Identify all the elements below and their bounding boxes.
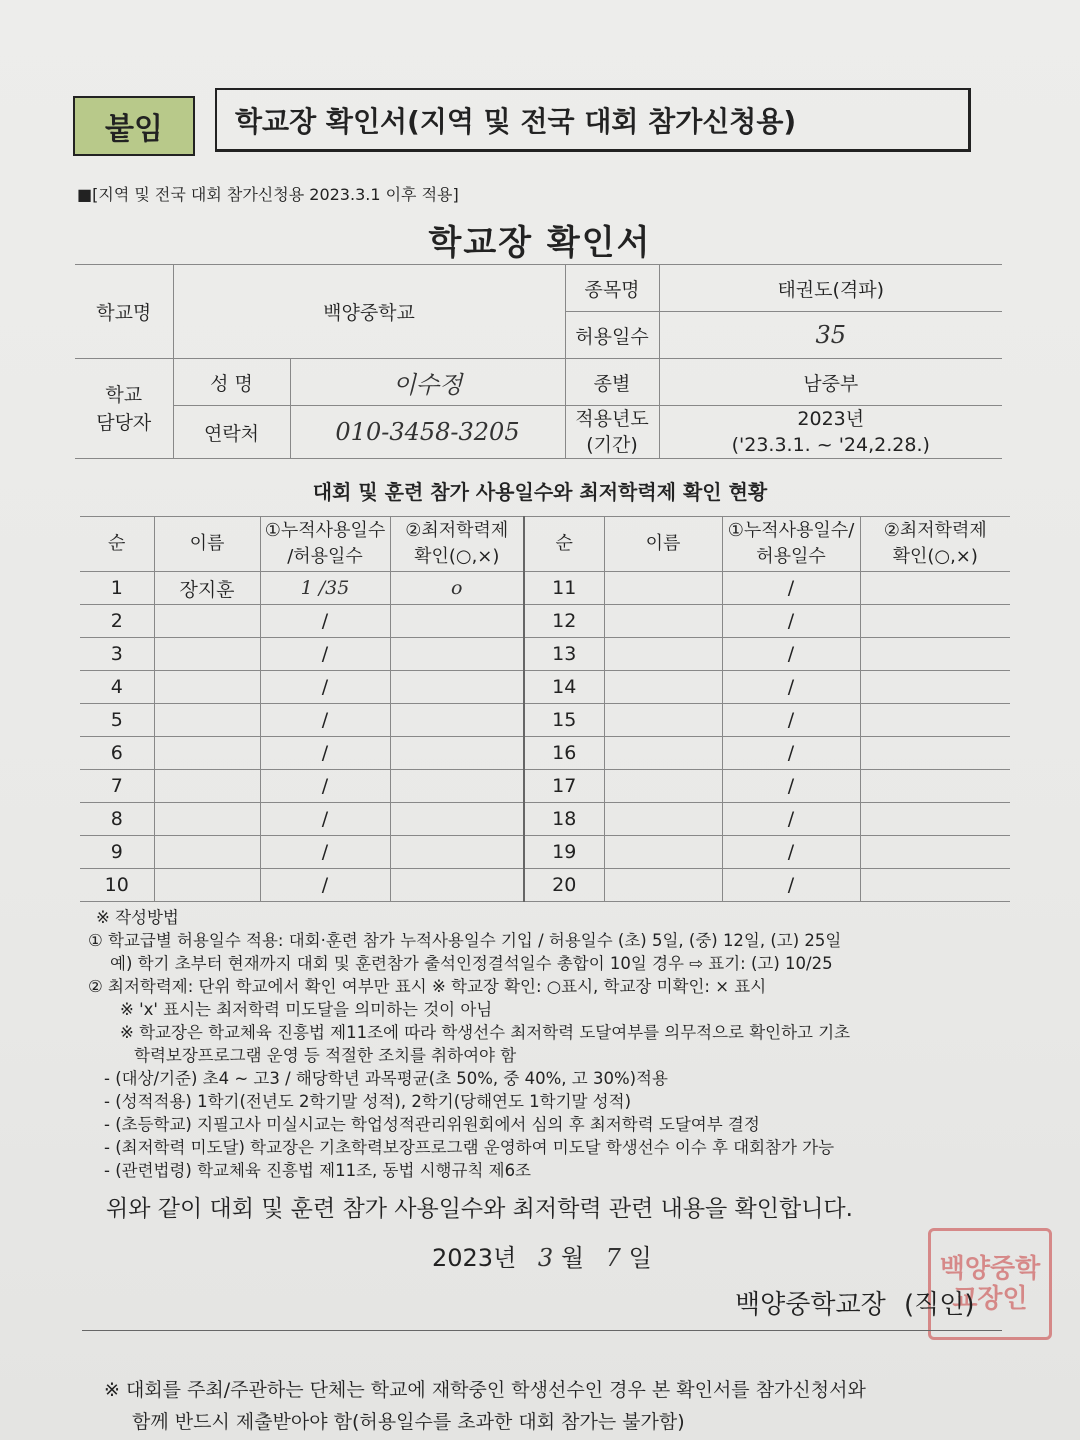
col-no-right: 순 xyxy=(524,517,604,572)
row-check xyxy=(390,803,524,836)
table-row xyxy=(80,572,1010,605)
row-no-right: 20 xyxy=(524,869,604,902)
row-check-right xyxy=(860,671,1010,704)
contact-label: 연락처 xyxy=(173,406,290,459)
row-no-right: 15 xyxy=(524,704,604,737)
row-check-right xyxy=(860,638,1010,671)
row-check-right xyxy=(860,836,1010,869)
row-days-right: / xyxy=(722,605,860,638)
table-row xyxy=(80,869,1010,902)
signer-name: 백양중학교장 xyxy=(735,1290,886,1320)
row-name xyxy=(154,869,260,902)
row-check-right xyxy=(860,770,1010,803)
note-d3: - (초등학교) 지필고사 미실시교는 학업성적관리위원회에서 심의 후 최저학력 도달여부 결정 xyxy=(104,1115,760,1134)
table-row xyxy=(80,770,1010,803)
row-name-right xyxy=(604,572,722,605)
row-no: 8 xyxy=(80,803,154,836)
row-days-right: / xyxy=(722,704,860,737)
col-check: ②최저학력제 확인(○,×) xyxy=(390,517,524,572)
header-title: 학교장 확인서(지역 및 전국 대회 참가신청용) xyxy=(215,88,971,152)
table-row xyxy=(80,803,1010,836)
row-days-right: / xyxy=(722,671,860,704)
note-2b: ※ 학교장은 학교체육 진흥법 제11조에 따라 학생선수 최저학력 도달여부를 의무적으로 확인하고 기초 xyxy=(120,1023,851,1042)
row-check xyxy=(390,704,524,737)
note-2a: ※ 'x' 표시는 최저학력 미도달을 의미하는 것이 아님 xyxy=(120,1000,493,1019)
row-name xyxy=(154,770,260,803)
row-check xyxy=(390,869,524,902)
school-label: 학교명 xyxy=(75,265,173,359)
row-name-right xyxy=(604,770,722,803)
col-days-right: ①누적사용일수/ 허용일수 xyxy=(722,517,860,572)
participation-table xyxy=(80,516,1010,902)
date-year: 2023년 xyxy=(432,1244,517,1272)
row-name-right xyxy=(604,836,722,869)
table-row xyxy=(80,638,1010,671)
instructions xyxy=(88,906,1028,1182)
row-days-right: / xyxy=(722,836,860,869)
row-name xyxy=(154,836,260,869)
row-days: / xyxy=(260,869,390,902)
row-name-right xyxy=(604,671,722,704)
row-name-right xyxy=(604,605,722,638)
row-check xyxy=(390,638,524,671)
note-d5: - (관련법령) 학교체육 진흥법 제11조, 동법 시행규칙 제6조 xyxy=(104,1161,531,1180)
row-name xyxy=(154,605,260,638)
row-days: / xyxy=(260,704,390,737)
row-name xyxy=(154,704,260,737)
row-check-right xyxy=(860,803,1010,836)
row-check-right xyxy=(860,572,1010,605)
col-days: ①누적사용일수 /허용일수 xyxy=(260,517,390,572)
year-value: 2023년 xyxy=(797,408,865,430)
note-d4: - (최저학력 미도달) 학교장은 기초학력보장프로그램 운영하여 미도달 학생선수 이수 후 대회참가 가능 xyxy=(104,1138,835,1157)
year-cell xyxy=(659,406,1002,459)
table-row xyxy=(80,836,1010,869)
row-days: 1 /35 xyxy=(260,572,390,605)
confirmation-text: 위와 같이 대회 및 훈련 참가 사용일수와 최저학력 관련 내용을 확인합니다. xyxy=(106,1196,853,1222)
official-seal-stamp: 백양중학교장인 xyxy=(928,1228,1052,1340)
row-days: / xyxy=(260,770,390,803)
row-no: 9 xyxy=(80,836,154,869)
category-label: 종별 xyxy=(565,359,659,406)
date-line xyxy=(432,1238,652,1273)
seal-label: (직인) xyxy=(903,1290,975,1320)
row-days: / xyxy=(260,671,390,704)
row-days-right: / xyxy=(722,737,860,770)
row-name-right xyxy=(604,869,722,902)
section-title: 대회 및 훈련 참가 사용일수와 최저학력제 확인 현황 xyxy=(312,480,768,504)
signature-line xyxy=(735,1284,975,1321)
date-month-unit: 월 xyxy=(560,1244,585,1272)
row-days: / xyxy=(260,638,390,671)
row-days: / xyxy=(260,605,390,638)
allowed-days-value: 35 xyxy=(659,312,1002,359)
row-days: / xyxy=(260,836,390,869)
row-days-right: / xyxy=(722,572,860,605)
row-name-right xyxy=(604,803,722,836)
row-name-right xyxy=(604,704,722,737)
row-no-right: 16 xyxy=(524,737,604,770)
col-no: 순 xyxy=(80,517,154,572)
row-no: 5 xyxy=(80,704,154,737)
row-no: 7 xyxy=(80,770,154,803)
year-label: 적용년도 (기간) xyxy=(565,406,659,459)
row-no: 10 xyxy=(80,869,154,902)
row-name-right xyxy=(604,638,722,671)
row-check xyxy=(390,770,524,803)
applicability-note: ■[지역 및 전국 대회 참가신청용 2023.3.1 이후 적용] xyxy=(77,185,459,204)
attachment-label: 붙임 xyxy=(73,96,195,156)
table-row xyxy=(80,704,1010,737)
col-name: 이름 xyxy=(154,517,260,572)
note-2: ② 최저학력제: 단위 학교에서 확인 여부만 표시 ※ 학교장 확인: ○표시, 학교장 미확인: × 표시 xyxy=(88,977,767,996)
row-name xyxy=(154,671,260,704)
divider xyxy=(82,1330,1002,1331)
row-days-right: / xyxy=(722,770,860,803)
row-check-right xyxy=(860,869,1010,902)
row-days: / xyxy=(260,803,390,836)
row-name: 장지훈 xyxy=(154,572,260,605)
manager-name-value: 이수정 xyxy=(290,359,565,406)
footer-line-2: 함께 반드시 제출받아야 함(허용일수를 초과한 대회 참가는 불가함) xyxy=(132,1411,685,1433)
row-check: o xyxy=(390,572,524,605)
row-no: 1 xyxy=(80,572,154,605)
col-check-right: ②최저학력제 확인(○,×) xyxy=(860,517,1010,572)
date-month: 3 xyxy=(537,1244,554,1272)
table-row xyxy=(80,737,1010,770)
category-value: 남중부 xyxy=(659,359,1002,406)
row-check xyxy=(390,836,524,869)
row-no: 6 xyxy=(80,737,154,770)
row-no-right: 11 xyxy=(524,572,604,605)
manager-label: 학교 담당자 xyxy=(75,359,173,459)
name-label: 성 명 xyxy=(173,359,290,406)
row-no: 4 xyxy=(80,671,154,704)
row-no-right: 13 xyxy=(524,638,604,671)
row-name xyxy=(154,803,260,836)
row-days-right: / xyxy=(722,803,860,836)
info-table xyxy=(75,264,1002,459)
row-check-right xyxy=(860,737,1010,770)
row-check xyxy=(390,737,524,770)
table-header-row xyxy=(80,517,1010,572)
row-days-right: / xyxy=(722,869,860,902)
event-value: 태권도(격파) xyxy=(659,265,1002,312)
date-day-unit: 일 xyxy=(628,1244,652,1272)
row-no-right: 18 xyxy=(524,803,604,836)
row-check-right xyxy=(860,704,1010,737)
note-1: ① 학교급별 허용일수 적용: 대회·훈련 참가 누적사용일수 기입 / 허용일수 (초) 5일, (중) 12일, (고) 25일 xyxy=(88,931,842,950)
table-row xyxy=(80,605,1010,638)
col-name-right: 이름 xyxy=(604,517,722,572)
contact-value: 010-3458-3205 xyxy=(290,406,565,459)
date-day: 7 xyxy=(605,1244,621,1272)
note-d2: - (성적적용) 1학기(전년도 2학기말 성적), 2학기(당해연도 1학기말 성적) xyxy=(104,1092,632,1111)
row-check xyxy=(390,605,524,638)
footer-line-1: ※ 대회를 주최/주관하는 단체는 학교에 재학중인 학생선수인 경우 본 확인서를 참가신청서와 xyxy=(104,1379,866,1401)
row-days-right: / xyxy=(722,638,860,671)
school-value: 백양중학교 xyxy=(173,265,565,359)
row-days: / xyxy=(260,737,390,770)
notes-heading: ※ 작성방법 xyxy=(96,908,179,927)
row-no-right: 12 xyxy=(524,605,604,638)
row-check xyxy=(390,671,524,704)
row-check-right xyxy=(860,605,1010,638)
document-title: 학교장 확인서 xyxy=(428,223,652,263)
row-name-right xyxy=(604,737,722,770)
row-no-right: 19 xyxy=(524,836,604,869)
row-name xyxy=(154,737,260,770)
footer-note xyxy=(104,1374,1004,1438)
period-value: ('23.3.1. ~ '24,2.28.) xyxy=(731,434,930,456)
note-1-example: 예) 학기 초부터 현재까지 대회 및 훈련참가 출석인정결석일수 총합이 10일 경우 ⇨ 표기: (고) 10/25 xyxy=(110,954,833,973)
event-label: 종목명 xyxy=(565,265,659,312)
note-d1: - (대상/기준) 초4 ~ 고3 / 해당학년 과목평균(초 50%, 중 40%, 고 30%)적용 xyxy=(104,1069,668,1088)
allowed-days-label: 허용일수 xyxy=(565,312,659,359)
table-row xyxy=(80,671,1010,704)
row-no: 2 xyxy=(80,605,154,638)
row-no-right: 14 xyxy=(524,671,604,704)
row-name xyxy=(154,638,260,671)
row-no-right: 17 xyxy=(524,770,604,803)
note-2c: 학력보장프로그램 운영 등 적절한 조치를 취하여야 함 xyxy=(134,1046,517,1065)
row-no: 3 xyxy=(80,638,154,671)
